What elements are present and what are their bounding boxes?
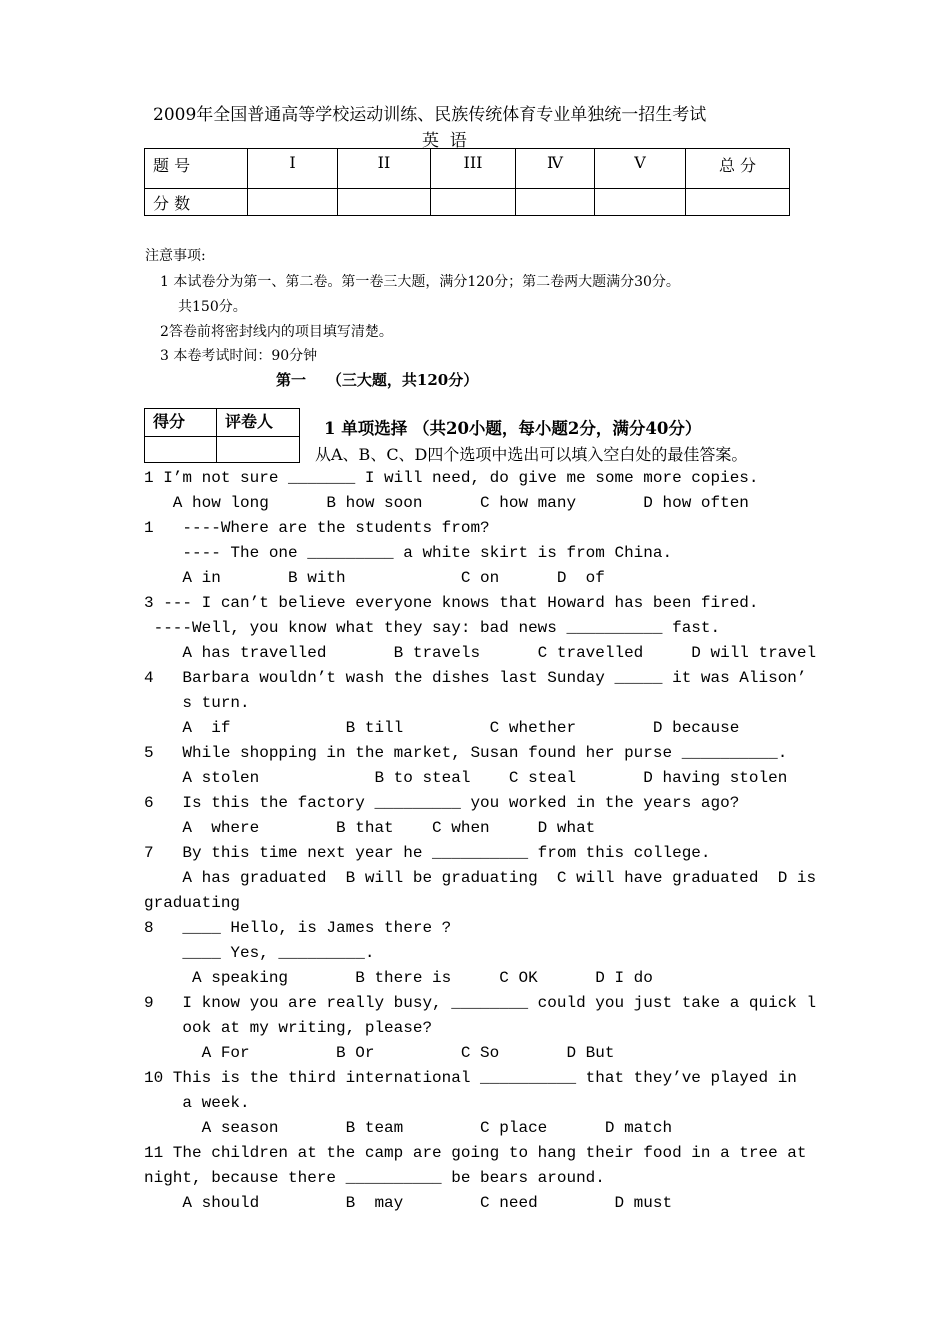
question-line: ____ Yes, _________. (144, 944, 375, 962)
section-title: 1 单项选择 （共20小题，每小题2分，满分40分） (324, 419, 702, 438)
question-line: s turn. (144, 694, 250, 712)
question-line: A stolen B to steal C steal D having stolen (144, 769, 788, 787)
notes-heading: 注意事项: (145, 248, 206, 264)
note-item: 3 本卷考试时间：90分钟 (160, 348, 318, 364)
question-line: 4 Barbara wouldn’t wash the dishes last Sunday _____ it was Alison’ (144, 669, 807, 687)
note-item: 2答卷前将密封线内的项目填写清楚。 (160, 324, 393, 340)
question-line: A speaking B there is C OK D I do (144, 969, 653, 987)
question-list (144, 466, 817, 1216)
question-line: ---- The one _________ a white skirt is from China. (144, 544, 673, 562)
grader-score-label: 得分 (145, 409, 217, 437)
question-line: 7 By this time next year he __________ from this college. (144, 844, 711, 862)
grader-score-input[interactable] (145, 437, 217, 463)
question-line: 1 ----Where are the students from? (144, 519, 490, 537)
note-item: 1 本试卷分为第一、第二卷。第一卷三大题，满分120分；第二卷两大题满分30分。 (160, 274, 680, 290)
score-table-cell: Ⅳ (516, 149, 595, 189)
grader-box (144, 408, 300, 463)
question-line: graduating (144, 894, 241, 912)
question-line: A how long B how soon C how many D how often (144, 494, 749, 512)
score-table-header-row (145, 149, 790, 189)
grader-name-label: 评卷人 (217, 409, 300, 437)
question-line: A has travelled B travels C travelled D will travel (144, 644, 817, 662)
part-heading: 第一 （三大题，共120分） (276, 371, 479, 389)
question-line: A season B team C place D match (144, 1119, 673, 1137)
note-item: 共150分。 (178, 299, 247, 315)
score-input-cell[interactable] (686, 189, 790, 216)
score-input-cell[interactable] (248, 189, 338, 216)
question-line: A For B Or C So D But (144, 1044, 615, 1062)
subject-title: 英 语 (422, 131, 467, 151)
score-table-cell: 分 数 (145, 189, 248, 216)
question-line: 5 While shopping in the market, Susan found her purse __________. (144, 744, 788, 762)
question-line: A if B till C whether D because (144, 719, 740, 737)
score-table-cell: Ⅴ (595, 149, 686, 189)
question-line: night, because there __________ be bears around. (144, 1169, 605, 1187)
score-table-cell: 总 分 (686, 149, 790, 189)
score-input-cell[interactable] (431, 189, 516, 216)
score-input-cell[interactable] (595, 189, 686, 216)
question-line: A should B may C need D must (144, 1194, 673, 1212)
question-line: 1 I’m not sure _______ I will need, do give me some more copies. (144, 469, 759, 487)
score-table-cell: 题 号 (145, 149, 248, 189)
question-line: a week. (144, 1094, 250, 1112)
question-line: 6 Is this the factory _________ you worked in the years ago? (144, 794, 740, 812)
score-table (144, 148, 790, 216)
score-input-cell[interactable] (338, 189, 431, 216)
question-line: 10 This is the third international __________ that they’ve played in (144, 1069, 797, 1087)
question-line: ----Well, you know what they say: bad news __________ fast. (144, 619, 721, 637)
score-table-cell: I (248, 149, 338, 189)
score-table-score-row (145, 189, 790, 216)
score-table-cell: II (338, 149, 431, 189)
question-line: 3 --- I can’t believe everyone knows that Howard has been fired. (144, 594, 759, 612)
score-input-cell[interactable] (516, 189, 595, 216)
question-line: A has graduated B will be graduating C will have graduated D is (144, 869, 817, 887)
question-line: 9 I know you are really busy, ________ could you just take a quick l (144, 994, 817, 1012)
question-line: ook at my writing, please? (144, 1019, 433, 1037)
question-line: 11 The children at the camp are going to hang their food in a tree at (144, 1144, 807, 1162)
grader-name-input[interactable] (217, 437, 300, 463)
question-line: A in B with C on D of (144, 569, 605, 587)
question-line: A where B that C when D what (144, 819, 596, 837)
exam-title: 2009年全国普通高等学校运动训练、民族传统体育专业单独统一招生考试 (153, 105, 707, 125)
section-instruction: 从A、B、C、D四个选项中选出可以填入空白处的最佳答案。 (315, 445, 748, 464)
score-table-cell: III (431, 149, 516, 189)
question-line: 8 ____ Hello, is James there ? (144, 919, 452, 937)
